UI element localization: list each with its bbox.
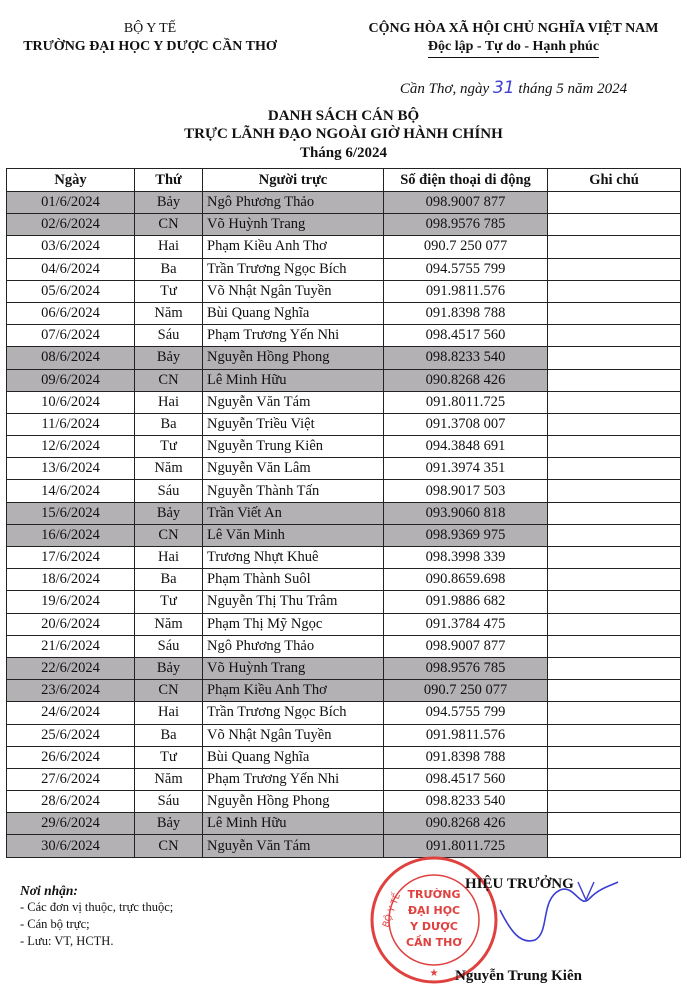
cell-date: 05/6/2024 <box>7 280 135 302</box>
cell-person: Võ Nhật Ngân Tuyền <box>203 724 384 746</box>
cell-person: Ngô Phương Thảo <box>203 635 384 657</box>
cell-note <box>548 613 681 635</box>
seal-line: TRƯỜNG <box>407 888 461 901</box>
issuer-block <box>0 20 300 56</box>
table-row <box>7 768 681 790</box>
cell-date: 11/6/2024 <box>7 413 135 435</box>
cell-date: 07/6/2024 <box>7 325 135 347</box>
cell-person: Võ Huỳnh Trang <box>203 657 384 679</box>
cell-person: Trần Trương Ngọc Bích <box>203 702 384 724</box>
cell-date: 22/6/2024 <box>7 657 135 679</box>
cell-date: 28/6/2024 <box>7 791 135 813</box>
cell-date: 13/6/2024 <box>7 458 135 480</box>
cell-person: Trương Nhựt Khuê <box>203 547 384 569</box>
cell-note <box>548 702 681 724</box>
cell-weekday: Bảy <box>135 657 203 679</box>
cell-phone: 091.9886 682 <box>384 591 548 613</box>
date-prefix: Cần Thơ, ngày <box>399 81 490 97</box>
cell-person: Lê Văn Minh <box>203 524 384 546</box>
recipient-item: - Các đơn vị thuộc, trực thuộc; <box>20 900 174 914</box>
table-row <box>7 458 681 480</box>
cell-person: Nguyễn Văn Lâm <box>203 458 384 480</box>
cell-person: Bùi Quang Nghĩa <box>203 746 384 768</box>
recipients-block <box>20 882 173 950</box>
cell-note <box>548 680 681 702</box>
cell-phone: 090.7 250 077 <box>384 680 548 702</box>
cell-person: Phạm Trương Yến Nhi <box>203 768 384 790</box>
table-row <box>7 680 681 702</box>
cell-date: 02/6/2024 <box>7 214 135 236</box>
cell-person: Nguyễn Hồng Phong <box>203 347 384 369</box>
cell-date: 23/6/2024 <box>7 680 135 702</box>
cell-note <box>548 236 681 258</box>
cell-weekday: Sáu <box>135 325 203 347</box>
table-row <box>7 258 681 280</box>
cell-weekday: Ba <box>135 724 203 746</box>
recipients-label: Nơi nhận: <box>20 883 78 898</box>
date-suffix: tháng 5 năm 2024 <box>518 81 628 97</box>
cell-person: Nguyễn Hồng Phong <box>203 791 384 813</box>
cell-date: 06/6/2024 <box>7 302 135 324</box>
cell-phone: 091.3974 351 <box>384 458 548 480</box>
cell-date: 14/6/2024 <box>7 480 135 502</box>
cell-phone: 090.7 250 077 <box>384 236 548 258</box>
cell-note <box>548 591 681 613</box>
cell-person: Võ Nhật Ngân Tuyền <box>203 280 384 302</box>
cell-note <box>548 280 681 302</box>
cell-date: 29/6/2024 <box>7 813 135 835</box>
cell-weekday: Hai <box>135 702 203 724</box>
cell-phone: 090.8659.698 <box>384 569 548 591</box>
cell-date: 16/6/2024 <box>7 524 135 546</box>
cell-weekday: Tư <box>135 280 203 302</box>
table-row <box>7 236 681 258</box>
cell-note <box>548 325 681 347</box>
cell-person: Bùi Quang Nghĩa <box>203 302 384 324</box>
table-row <box>7 302 681 324</box>
handwritten-signature <box>440 870 640 960</box>
recipient-item: - Lưu: VT, HCTH. <box>20 934 114 948</box>
table-row <box>7 746 681 768</box>
col-header-weekday: Thứ <box>135 169 203 192</box>
table-row <box>7 280 681 302</box>
cell-phone: 091.9811.576 <box>384 280 548 302</box>
cell-phone: 098.4517 560 <box>384 325 548 347</box>
cell-weekday: Năm <box>135 458 203 480</box>
cell-note <box>548 391 681 413</box>
cell-phone: 094.5755 799 <box>384 702 548 724</box>
cell-weekday: Năm <box>135 613 203 635</box>
cell-person: Lê Minh Hữu <box>203 813 384 835</box>
cell-note <box>548 635 681 657</box>
cell-weekday: Bảy <box>135 813 203 835</box>
table-row <box>7 724 681 746</box>
cell-note <box>548 436 681 458</box>
table-row <box>7 591 681 613</box>
document-title-line1: DANH SÁCH CÁN BỘ <box>267 108 420 124</box>
table-row <box>7 347 681 369</box>
table-row <box>7 480 681 502</box>
school-name: TRƯỜNG ĐẠI HỌC Y DƯỢC CẦN THƠ <box>23 39 277 54</box>
col-header-note: Ghi chú <box>548 169 681 192</box>
table-row <box>7 325 681 347</box>
cell-weekday: Hai <box>135 547 203 569</box>
cell-phone: 090.8268 426 <box>384 369 548 391</box>
cell-note <box>548 214 681 236</box>
cell-weekday: Bảy <box>135 502 203 524</box>
table-row <box>7 502 681 524</box>
cell-person: Phạm Thành Suôl <box>203 569 384 591</box>
cell-note <box>548 547 681 569</box>
cell-weekday: Tư <box>135 436 203 458</box>
table-row <box>7 635 681 657</box>
cell-note <box>548 502 681 524</box>
document-title-line2: TRỰC LÃNH ĐẠO NGOÀI GIỜ HÀNH CHÍNH <box>184 126 503 142</box>
cell-note <box>548 724 681 746</box>
col-header-phone: Số điện thoại di động <box>384 169 548 192</box>
cell-person: Nguyễn Triều Việt <box>203 413 384 435</box>
cell-date: 21/6/2024 <box>7 635 135 657</box>
cell-note <box>548 746 681 768</box>
date-day-handwritten: 31 <box>492 78 515 98</box>
cell-person: Phạm Trương Yến Nhi <box>203 325 384 347</box>
cell-person: Nguyễn Trung Kiên <box>203 436 384 458</box>
cell-note <box>548 347 681 369</box>
cell-weekday: Bảy <box>135 192 203 214</box>
table-row <box>7 436 681 458</box>
cell-weekday: Sáu <box>135 791 203 813</box>
cell-date: 10/6/2024 <box>7 391 135 413</box>
cell-weekday: CN <box>135 369 203 391</box>
cell-phone: 091.9811.576 <box>384 724 548 746</box>
cell-phone: 098.9369 975 <box>384 524 548 546</box>
cell-person: Võ Huỳnh Trang <box>203 214 384 236</box>
country-name: CỘNG HÒA XÃ HỘI CHỦ NGHĨA VIỆT NAM <box>368 21 659 36</box>
cell-date: 04/6/2024 <box>7 258 135 280</box>
table-row <box>7 569 681 591</box>
cell-person: Lê Minh Hữu <box>203 369 384 391</box>
cell-note <box>548 192 681 214</box>
cell-phone: 090.8268 426 <box>384 813 548 835</box>
cell-phone: 098.9007 877 <box>384 192 548 214</box>
cell-phone: 091.8011.725 <box>384 835 548 857</box>
cell-weekday: Ba <box>135 413 203 435</box>
cell-note <box>548 835 681 857</box>
cell-weekday: Sáu <box>135 635 203 657</box>
cell-weekday: Hai <box>135 391 203 413</box>
table-body <box>7 192 681 858</box>
table-row <box>7 835 681 857</box>
table-row <box>7 413 681 435</box>
table-row <box>7 369 681 391</box>
cell-weekday: Sáu <box>135 480 203 502</box>
cell-phone: 098.3998 339 <box>384 547 548 569</box>
cell-date: 26/6/2024 <box>7 746 135 768</box>
national-motto: Độc lập - Tự do - Hạnh phúc <box>428 38 599 58</box>
cell-note <box>548 369 681 391</box>
issue-date <box>340 78 687 98</box>
cell-person: Phạm Kiều Anh Thơ <box>203 236 384 258</box>
seal-line: Y DƯỢC <box>410 920 458 933</box>
seal-line: ĐẠI HỌC <box>407 904 461 917</box>
cell-date: 01/6/2024 <box>7 192 135 214</box>
cell-date: 17/6/2024 <box>7 547 135 569</box>
cell-phone: 094.5755 799 <box>384 258 548 280</box>
cell-date: 24/6/2024 <box>7 702 135 724</box>
cell-date: 18/6/2024 <box>7 569 135 591</box>
cell-date: 08/6/2024 <box>7 347 135 369</box>
table-row <box>7 214 681 236</box>
cell-person: Nguyễn Văn Tám <box>203 835 384 857</box>
cell-phone: 091.8398 788 <box>384 302 548 324</box>
cell-phone: 091.3708 007 <box>384 413 548 435</box>
table-row <box>7 547 681 569</box>
cell-weekday: Năm <box>135 302 203 324</box>
cell-phone: 098.9576 785 <box>384 214 548 236</box>
seal-line: CẦN THƠ <box>406 936 462 949</box>
cell-person: Ngô Phương Thảo <box>203 192 384 214</box>
cell-phone: 098.8233 540 <box>384 791 548 813</box>
cell-note <box>548 480 681 502</box>
cell-note <box>548 768 681 790</box>
cell-person: Nguyễn Thị Thu Trâm <box>203 591 384 613</box>
table-row <box>7 657 681 679</box>
cell-weekday: Năm <box>135 768 203 790</box>
cell-date: 09/6/2024 <box>7 369 135 391</box>
cell-date: 20/6/2024 <box>7 613 135 635</box>
col-header-person: Người trực <box>203 169 384 192</box>
cell-weekday: Ba <box>135 258 203 280</box>
cell-phone: 098.9007 877 <box>384 635 548 657</box>
cell-weekday: Tư <box>135 591 203 613</box>
signer-name: Nguyễn Trung Kiên <box>455 968 582 984</box>
table-row <box>7 192 681 214</box>
cell-date: 25/6/2024 <box>7 724 135 746</box>
cell-person: Phạm Thị Mỹ Ngọc <box>203 613 384 635</box>
recipient-item: - Cán bộ trực; <box>20 917 90 931</box>
cell-weekday: CN <box>135 680 203 702</box>
cell-phone: 093.9060 818 <box>384 502 548 524</box>
ministry-name: BỘ Y TẾ <box>123 21 177 36</box>
cell-date: 19/6/2024 <box>7 591 135 613</box>
cell-phone: 091.8011.725 <box>384 391 548 413</box>
cell-note <box>548 569 681 591</box>
cell-phone: 091.8398 788 <box>384 746 548 768</box>
seal-star-icon: ★ <box>429 968 439 979</box>
cell-note <box>548 258 681 280</box>
table-row <box>7 702 681 724</box>
cell-note <box>548 524 681 546</box>
national-header <box>340 20 687 58</box>
cell-note <box>548 302 681 324</box>
cell-weekday: Ba <box>135 569 203 591</box>
cell-phone: 098.9576 785 <box>384 657 548 679</box>
cell-phone: 098.4517 560 <box>384 768 548 790</box>
cell-note <box>548 413 681 435</box>
cell-weekday: CN <box>135 835 203 857</box>
table-row <box>7 524 681 546</box>
table-row <box>7 613 681 635</box>
cell-weekday: CN <box>135 524 203 546</box>
cell-phone: 098.9017 503 <box>384 480 548 502</box>
cell-note <box>548 791 681 813</box>
cell-date: 30/6/2024 <box>7 835 135 857</box>
duty-roster-table <box>6 168 681 858</box>
cell-date: 27/6/2024 <box>7 768 135 790</box>
cell-weekday: CN <box>135 214 203 236</box>
cell-weekday: Bảy <box>135 347 203 369</box>
cell-date: 15/6/2024 <box>7 502 135 524</box>
col-header-date: Ngày <box>7 169 135 192</box>
cell-person: Trần Trương Ngọc Bích <box>203 258 384 280</box>
table-header-row <box>7 169 681 192</box>
cell-weekday: Tư <box>135 746 203 768</box>
document-title-month: Tháng 6/2024 <box>299 145 388 161</box>
cell-person: Phạm Kiều Anh Thơ <box>203 680 384 702</box>
table-row <box>7 813 681 835</box>
table-row <box>7 391 681 413</box>
cell-date: 12/6/2024 <box>7 436 135 458</box>
seal-ring-text: BỘ Y TẾ <box>381 892 404 930</box>
cell-person: Nguyễn Văn Tám <box>203 391 384 413</box>
cell-phone: 094.3848 691 <box>384 436 548 458</box>
cell-note <box>548 458 681 480</box>
cell-date: 03/6/2024 <box>7 236 135 258</box>
cell-note <box>548 813 681 835</box>
cell-person: Trần Viết An <box>203 502 384 524</box>
cell-phone: 091.3784 475 <box>384 613 548 635</box>
cell-weekday: Hai <box>135 236 203 258</box>
signer-title: HIỆU TRƯỞNG <box>465 876 574 892</box>
table-row <box>7 791 681 813</box>
cell-phone: 098.8233 540 <box>384 347 548 369</box>
cell-note <box>548 657 681 679</box>
cell-person: Nguyễn Thành Tấn <box>203 480 384 502</box>
